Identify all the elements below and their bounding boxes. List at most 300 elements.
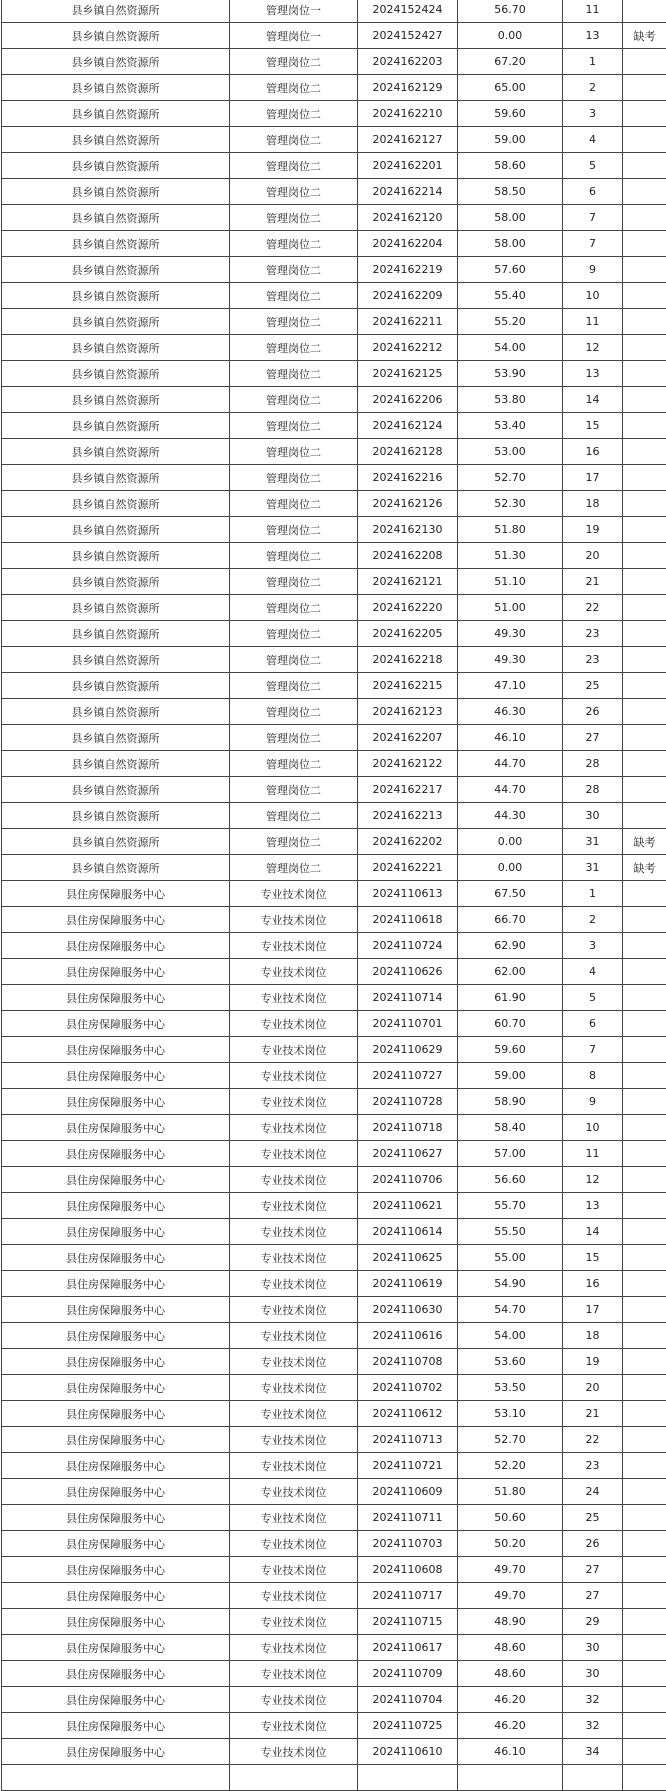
rank-cell: 26 — [563, 1531, 623, 1557]
score-cell: 46.20 — [458, 1713, 563, 1739]
rank-cell: 5 — [563, 153, 623, 179]
post-cell: 管理岗位二 — [230, 517, 358, 543]
unit-cell: 县住房保障服务中心 — [2, 1427, 230, 1453]
post-cell: 专业技术岗位 — [230, 1401, 358, 1427]
note-cell — [623, 1323, 666, 1349]
unit-cell: 县乡镇自然资源所 — [2, 543, 230, 569]
post-cell: 管理岗位二 — [230, 283, 358, 309]
table-row — [2, 1167, 666, 1193]
unit-cell: 县乡镇自然资源所 — [2, 335, 230, 361]
table-row — [2, 959, 666, 985]
table-row — [2, 439, 666, 465]
table-row — [2, 153, 666, 179]
table-row — [2, 829, 666, 855]
post-cell: 专业技术岗位 — [230, 1115, 358, 1141]
table-row — [2, 49, 666, 75]
note-cell — [623, 1505, 666, 1531]
rank-cell: 7 — [563, 1037, 623, 1063]
note-cell — [623, 1219, 666, 1245]
exam-id-cell: 2024110727 — [358, 1063, 458, 1089]
exam-id-cell: 2024110704 — [358, 1687, 458, 1713]
post-cell: 专业技术岗位 — [230, 1375, 358, 1401]
post-cell: 管理岗位二 — [230, 699, 358, 725]
score-cell: 58.40 — [458, 1115, 563, 1141]
note-cell — [623, 0, 666, 23]
unit-cell: 县乡镇自然资源所 — [2, 803, 230, 829]
rank-cell — [563, 1765, 623, 1791]
rank-cell: 1 — [563, 881, 623, 907]
score-cell: 50.20 — [458, 1531, 563, 1557]
post-cell: 管理岗位二 — [230, 127, 358, 153]
rank-cell: 23 — [563, 1453, 623, 1479]
post-cell: 管理岗位二 — [230, 75, 358, 101]
exam-id-cell: 2024110629 — [358, 1037, 458, 1063]
rank-cell: 2 — [563, 907, 623, 933]
rank-cell: 18 — [563, 1323, 623, 1349]
exam-id-cell: 2024110616 — [358, 1323, 458, 1349]
unit-cell: 县乡镇自然资源所 — [2, 751, 230, 777]
score-cell: 46.20 — [458, 1687, 563, 1713]
score-cell: 58.00 — [458, 231, 563, 257]
score-cell: 54.90 — [458, 1271, 563, 1297]
unit-cell: 县乡镇自然资源所 — [2, 387, 230, 413]
table-row — [2, 517, 666, 543]
unit-cell: 县住房保障服务中心 — [2, 1245, 230, 1271]
post-cell: 管理岗位二 — [230, 673, 358, 699]
table-row — [2, 179, 666, 205]
table-row — [2, 335, 666, 361]
rank-cell: 21 — [563, 1401, 623, 1427]
note-cell — [623, 153, 666, 179]
post-cell: 管理岗位二 — [230, 413, 358, 439]
unit-cell: 县乡镇自然资源所 — [2, 23, 230, 49]
rank-cell: 12 — [563, 335, 623, 361]
note-cell — [623, 335, 666, 361]
table-row — [2, 725, 666, 751]
rank-cell: 11 — [563, 1141, 623, 1167]
post-cell: 管理岗位二 — [230, 777, 358, 803]
post-cell: 专业技术岗位 — [230, 1089, 358, 1115]
table-row — [2, 127, 666, 153]
unit-cell: 县乡镇自然资源所 — [2, 699, 230, 725]
exam-id-cell: 2024152424 — [358, 0, 458, 23]
exam-id-cell: 2024162206 — [358, 387, 458, 413]
table-row — [2, 1089, 666, 1115]
exam-id-cell: 2024110724 — [358, 933, 458, 959]
note-cell — [623, 1011, 666, 1037]
post-cell: 管理岗位二 — [230, 491, 358, 517]
table-row — [2, 361, 666, 387]
table-row — [2, 1557, 666, 1583]
exam-id-cell: 2024110721 — [358, 1453, 458, 1479]
unit-cell: 县乡镇自然资源所 — [2, 725, 230, 751]
score-cell: 51.80 — [458, 1479, 563, 1505]
rank-cell: 1 — [563, 49, 623, 75]
exam-id-cell — [358, 1765, 458, 1791]
note-cell: 缺考 — [623, 855, 666, 881]
rank-cell: 27 — [563, 725, 623, 751]
exam-id-cell: 2024162127 — [358, 127, 458, 153]
table-row — [2, 1453, 666, 1479]
score-cell: 62.00 — [458, 959, 563, 985]
table-row — [2, 1401, 666, 1427]
note-cell — [623, 517, 666, 543]
note-cell — [623, 1609, 666, 1635]
exam-id-cell: 2024162216 — [358, 465, 458, 491]
table-row — [2, 1427, 666, 1453]
score-cell: 0.00 — [458, 23, 563, 49]
score-cell: 53.50 — [458, 1375, 563, 1401]
unit-cell — [2, 1765, 230, 1791]
exam-id-cell: 2024162122 — [358, 751, 458, 777]
table-row — [2, 855, 666, 881]
table-row — [2, 1193, 666, 1219]
rank-cell: 27 — [563, 1557, 623, 1583]
score-cell: 0.00 — [458, 829, 563, 855]
exam-id-cell: 2024162214 — [358, 179, 458, 205]
post-cell: 专业技术岗位 — [230, 1453, 358, 1479]
rank-cell: 32 — [563, 1687, 623, 1713]
rank-cell: 27 — [563, 1583, 623, 1609]
note-cell — [623, 699, 666, 725]
rank-cell: 28 — [563, 777, 623, 803]
note-cell — [623, 803, 666, 829]
table-row — [2, 101, 666, 127]
note-cell — [623, 179, 666, 205]
score-cell: 58.60 — [458, 153, 563, 179]
score-cell: 58.50 — [458, 179, 563, 205]
rank-cell: 14 — [563, 1219, 623, 1245]
post-cell: 专业技术岗位 — [230, 1297, 358, 1323]
rank-cell: 3 — [563, 933, 623, 959]
post-cell: 管理岗位二 — [230, 569, 358, 595]
unit-cell: 县乡镇自然资源所 — [2, 75, 230, 101]
rank-cell: 13 — [563, 361, 623, 387]
post-cell: 管理岗位二 — [230, 257, 358, 283]
post-cell: 专业技术岗位 — [230, 1219, 358, 1245]
table-row — [2, 1271, 666, 1297]
exam-id-cell: 2024110702 — [358, 1375, 458, 1401]
score-table-body — [2, 0, 666, 1791]
note-cell — [623, 1349, 666, 1375]
score-cell: 48.90 — [458, 1609, 563, 1635]
exam-id-cell: 2024110630 — [358, 1297, 458, 1323]
exam-id-cell: 2024110708 — [358, 1349, 458, 1375]
table-row — [2, 231, 666, 257]
note-cell — [623, 1687, 666, 1713]
post-cell: 管理岗位二 — [230, 829, 358, 855]
score-cell: 52.70 — [458, 465, 563, 491]
post-cell: 专业技术岗位 — [230, 985, 358, 1011]
score-cell: 51.00 — [458, 595, 563, 621]
post-cell: 管理岗位二 — [230, 101, 358, 127]
exam-id-cell: 2024162203 — [358, 49, 458, 75]
table-row — [2, 1011, 666, 1037]
table-row — [2, 907, 666, 933]
rank-cell: 4 — [563, 127, 623, 153]
note-cell — [623, 1427, 666, 1453]
rank-cell: 12 — [563, 1167, 623, 1193]
note-cell — [623, 673, 666, 699]
note-cell: 缺考 — [623, 23, 666, 49]
table-row — [2, 1739, 666, 1765]
table-row — [2, 881, 666, 907]
post-cell: 专业技术岗位 — [230, 1739, 358, 1765]
note-cell — [623, 1037, 666, 1063]
exam-id-cell: 2024162204 — [358, 231, 458, 257]
note-cell — [623, 1661, 666, 1687]
exam-id-cell: 2024110612 — [358, 1401, 458, 1427]
score-cell: 49.70 — [458, 1583, 563, 1609]
exam-id-cell: 2024162211 — [358, 309, 458, 335]
post-cell: 专业技术岗位 — [230, 1531, 358, 1557]
exam-id-cell: 2024162208 — [358, 543, 458, 569]
unit-cell: 县住房保障服务中心 — [2, 933, 230, 959]
score-cell: 58.00 — [458, 205, 563, 231]
post-cell: 管理岗位二 — [230, 621, 358, 647]
table-row — [2, 257, 666, 283]
table-row — [2, 75, 666, 101]
rank-cell: 23 — [563, 621, 623, 647]
unit-cell: 县乡镇自然资源所 — [2, 179, 230, 205]
score-cell: 60.70 — [458, 1011, 563, 1037]
post-cell: 管理岗位二 — [230, 595, 358, 621]
table-row — [2, 283, 666, 309]
note-cell — [623, 647, 666, 673]
unit-cell: 县住房保障服务中心 — [2, 1349, 230, 1375]
rank-cell: 9 — [563, 1089, 623, 1115]
note-cell — [623, 1531, 666, 1557]
table-row — [2, 1219, 666, 1245]
post-cell: 专业技术岗位 — [230, 1661, 358, 1687]
post-cell: 管理岗位二 — [230, 387, 358, 413]
score-cell: 59.60 — [458, 101, 563, 127]
note-cell — [623, 49, 666, 75]
table-row — [2, 1713, 666, 1739]
table-row — [2, 543, 666, 569]
post-cell: 管理岗位二 — [230, 205, 358, 231]
unit-cell: 县乡镇自然资源所 — [2, 205, 230, 231]
score-cell: 53.80 — [458, 387, 563, 413]
score-cell: 49.30 — [458, 647, 563, 673]
table-row — [2, 413, 666, 439]
note-cell — [623, 777, 666, 803]
rank-cell: 24 — [563, 1479, 623, 1505]
score-cell: 61.90 — [458, 985, 563, 1011]
post-cell: 专业技术岗位 — [230, 1635, 358, 1661]
rank-cell: 5 — [563, 985, 623, 1011]
exam-id-cell: 2024110619 — [358, 1271, 458, 1297]
exam-id-cell: 2024110626 — [358, 959, 458, 985]
table-row — [2, 933, 666, 959]
post-cell: 专业技术岗位 — [230, 907, 358, 933]
table-row — [2, 1687, 666, 1713]
score-cell: 54.00 — [458, 1323, 563, 1349]
unit-cell: 县住房保障服务中心 — [2, 985, 230, 1011]
rank-cell: 6 — [563, 179, 623, 205]
note-cell — [623, 1297, 666, 1323]
unit-cell: 县乡镇自然资源所 — [2, 413, 230, 439]
rank-cell: 17 — [563, 1297, 623, 1323]
note-cell — [623, 127, 666, 153]
unit-cell: 县住房保障服务中心 — [2, 1401, 230, 1427]
score-cell: 50.60 — [458, 1505, 563, 1531]
unit-cell: 县住房保障服务中心 — [2, 1661, 230, 1687]
table-row — [2, 1115, 666, 1141]
note-cell — [623, 1141, 666, 1167]
exam-id-cell: 2024110625 — [358, 1245, 458, 1271]
score-cell: 59.60 — [458, 1037, 563, 1063]
rank-cell: 15 — [563, 1245, 623, 1271]
note-cell — [623, 231, 666, 257]
table-row — [2, 1661, 666, 1687]
unit-cell: 县住房保障服务中心 — [2, 1531, 230, 1557]
exam-id-cell: 2024162202 — [358, 829, 458, 855]
score-cell: 49.70 — [458, 1557, 563, 1583]
note-cell — [623, 1271, 666, 1297]
score-cell: 53.60 — [458, 1349, 563, 1375]
rank-cell: 30 — [563, 803, 623, 829]
exam-id-cell: 2024162212 — [358, 335, 458, 361]
score-cell: 53.00 — [458, 439, 563, 465]
post-cell: 专业技术岗位 — [230, 1037, 358, 1063]
score-cell: 62.90 — [458, 933, 563, 959]
exam-id-cell: 2024110614 — [358, 1219, 458, 1245]
score-cell: 53.40 — [458, 413, 563, 439]
exam-id-cell: 2024162123 — [358, 699, 458, 725]
score-cell: 59.00 — [458, 1063, 563, 1089]
exam-id-cell: 2024110610 — [358, 1739, 458, 1765]
post-cell: 专业技术岗位 — [230, 1271, 358, 1297]
note-cell — [623, 621, 666, 647]
score-cell: 55.00 — [458, 1245, 563, 1271]
post-cell: 专业技术岗位 — [230, 1063, 358, 1089]
table-row — [2, 205, 666, 231]
note-cell — [623, 907, 666, 933]
note-cell: 缺考 — [623, 829, 666, 855]
note-cell — [623, 361, 666, 387]
score-cell: 57.00 — [458, 1141, 563, 1167]
note-cell — [623, 751, 666, 777]
post-cell: 专业技术岗位 — [230, 1323, 358, 1349]
post-cell: 管理岗位二 — [230, 49, 358, 75]
post-cell — [230, 1765, 358, 1791]
post-cell: 专业技术岗位 — [230, 1505, 358, 1531]
table-row — [2, 1297, 666, 1323]
score-cell: 44.70 — [458, 751, 563, 777]
score-cell: 52.70 — [458, 1427, 563, 1453]
score-cell: 66.70 — [458, 907, 563, 933]
note-cell — [623, 985, 666, 1011]
rank-cell: 2 — [563, 75, 623, 101]
score-cell: 56.70 — [458, 0, 563, 23]
note-cell — [623, 491, 666, 517]
rank-cell: 13 — [563, 23, 623, 49]
post-cell: 管理岗位二 — [230, 361, 358, 387]
exam-id-cell: 2024162121 — [358, 569, 458, 595]
score-cell: 52.20 — [458, 1453, 563, 1479]
post-cell: 专业技术岗位 — [230, 933, 358, 959]
unit-cell: 县住房保障服务中心 — [2, 1141, 230, 1167]
unit-cell: 县乡镇自然资源所 — [2, 309, 230, 335]
note-cell — [623, 205, 666, 231]
rank-cell: 31 — [563, 829, 623, 855]
table-row — [2, 387, 666, 413]
unit-cell: 县住房保障服务中心 — [2, 1323, 230, 1349]
unit-cell: 县住房保障服务中心 — [2, 1453, 230, 1479]
rank-cell: 16 — [563, 439, 623, 465]
exam-id-cell: 2024110703 — [358, 1531, 458, 1557]
table-row — [2, 1531, 666, 1557]
exam-id-cell: 2024162129 — [358, 75, 458, 101]
score-cell: 49.30 — [458, 621, 563, 647]
unit-cell: 县住房保障服务中心 — [2, 1609, 230, 1635]
note-cell — [623, 1401, 666, 1427]
exam-id-cell: 2024162124 — [358, 413, 458, 439]
unit-cell: 县住房保障服务中心 — [2, 1297, 230, 1323]
note-cell — [623, 1739, 666, 1765]
score-cell: 51.80 — [458, 517, 563, 543]
rank-cell: 6 — [563, 1011, 623, 1037]
post-cell: 管理岗位二 — [230, 309, 358, 335]
exam-id-cell: 2024162219 — [358, 257, 458, 283]
post-cell: 管理岗位二 — [230, 647, 358, 673]
exam-id-cell: 2024162205 — [358, 621, 458, 647]
note-cell — [623, 595, 666, 621]
table-row — [2, 777, 666, 803]
table-row — [2, 1037, 666, 1063]
table-row — [2, 647, 666, 673]
post-cell: 管理岗位二 — [230, 335, 358, 361]
rank-cell: 22 — [563, 1427, 623, 1453]
score-cell: 53.10 — [458, 1401, 563, 1427]
unit-cell: 县住房保障服务中心 — [2, 1193, 230, 1219]
score-cell: 47.10 — [458, 673, 563, 699]
rank-cell: 20 — [563, 1375, 623, 1401]
rank-cell: 3 — [563, 101, 623, 127]
score-cell: 54.70 — [458, 1297, 563, 1323]
score-cell: 51.10 — [458, 569, 563, 595]
score-cell — [458, 1765, 563, 1791]
post-cell: 管理岗位二 — [230, 231, 358, 257]
exam-id-cell: 2024152427 — [358, 23, 458, 49]
unit-cell: 县住房保障服务中心 — [2, 1089, 230, 1115]
post-cell: 管理岗位二 — [230, 153, 358, 179]
score-cell: 65.00 — [458, 75, 563, 101]
exam-id-cell: 2024110617 — [358, 1635, 458, 1661]
rank-cell: 20 — [563, 543, 623, 569]
note-cell — [623, 257, 666, 283]
note-cell — [623, 1193, 666, 1219]
unit-cell: 县住房保障服务中心 — [2, 1167, 230, 1193]
rank-cell: 15 — [563, 413, 623, 439]
exam-id-cell: 2024162120 — [358, 205, 458, 231]
exam-id-cell: 2024110714 — [358, 985, 458, 1011]
post-cell: 管理岗位二 — [230, 543, 358, 569]
score-cell: 67.20 — [458, 49, 563, 75]
exam-id-cell: 2024162215 — [358, 673, 458, 699]
table-row — [2, 491, 666, 517]
unit-cell: 县乡镇自然资源所 — [2, 491, 230, 517]
unit-cell: 县住房保障服务中心 — [2, 1583, 230, 1609]
note-cell — [623, 1089, 666, 1115]
note-cell — [623, 1635, 666, 1661]
exam-id-cell: 2024110618 — [358, 907, 458, 933]
unit-cell: 县住房保障服务中心 — [2, 1219, 230, 1245]
note-cell — [623, 413, 666, 439]
exam-id-cell: 2024162125 — [358, 361, 458, 387]
exam-id-cell: 2024110725 — [358, 1713, 458, 1739]
